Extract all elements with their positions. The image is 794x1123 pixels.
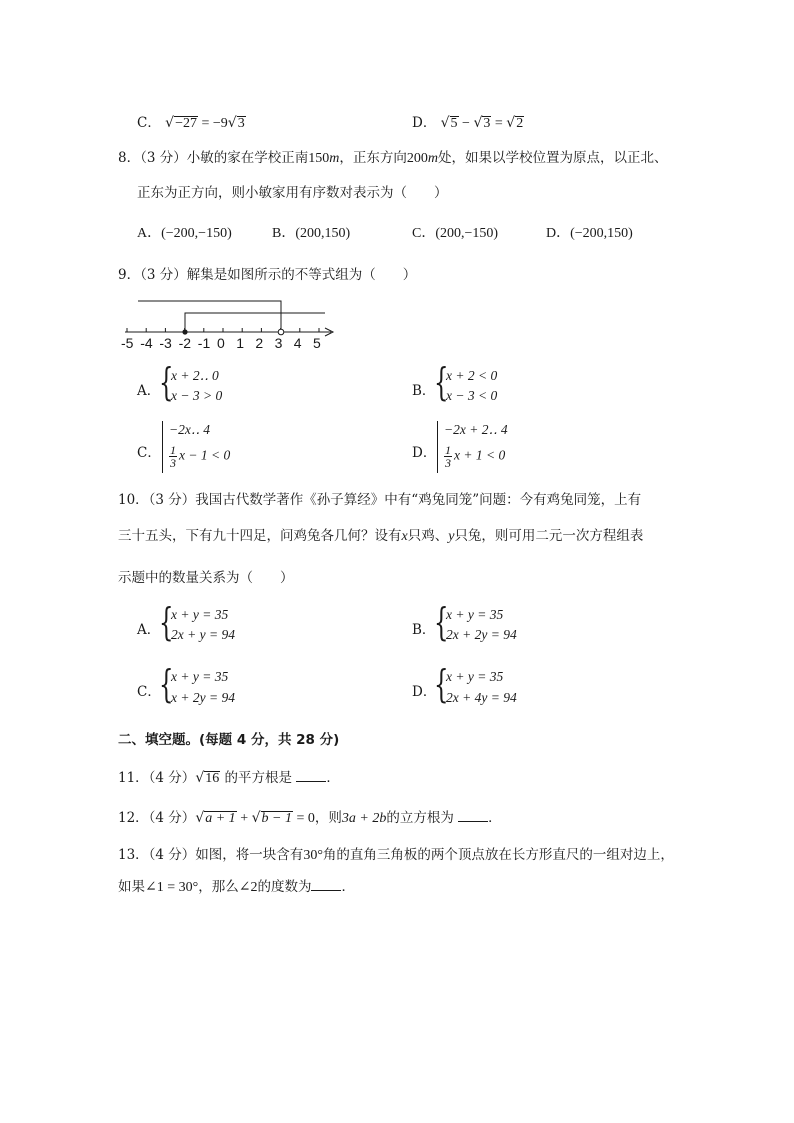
- tick-marks: [127, 328, 319, 332]
- radicand: −27: [175, 116, 197, 131]
- radicand: 16: [205, 771, 220, 786]
- radicand: 3: [483, 116, 491, 131]
- q8-stem-line2: 正东为正方向，则小敏家用有序数对表示为（ ）: [137, 185, 448, 201]
- q13-line1: [118, 843, 674, 864]
- q8-option-a: [137, 222, 232, 242]
- operator: +: [236, 811, 252, 826]
- number: 150: [308, 151, 330, 166]
- option-value: (−200,−150): [161, 226, 232, 241]
- q12: 12．（4 分）√a + 1 + √b − 1 = 0，则3a + 2b的立方根为 ．: [118, 810, 502, 826]
- option-value: (−200,150): [570, 226, 633, 241]
- q9-b-line2: x − 3 < 0: [446, 388, 498, 403]
- text: 处，如果以学校位置为原点，以正北、: [437, 150, 668, 166]
- angle: 30°: [303, 848, 323, 863]
- numerator: 1: [170, 443, 176, 457]
- denominator: 3: [170, 456, 176, 470]
- answer-blank[interactable]: [311, 878, 341, 891]
- q10-option-c-label: C．: [137, 684, 161, 700]
- q10-b-line2: 2x + 2y = 94: [446, 627, 517, 642]
- q9-option-b-label: B．: [412, 383, 436, 399]
- operator: −: [458, 116, 474, 131]
- variable: x: [401, 529, 408, 544]
- q10-stem-line2: [118, 524, 643, 545]
- option-value: (200,150): [295, 226, 351, 241]
- text: ，那么: [198, 879, 239, 895]
- q9-a-line1: x + 2‥ 0: [171, 368, 219, 383]
- q10-option-d-label: D．: [412, 684, 437, 700]
- brace-icon: [162, 421, 164, 473]
- text: 13．（4 分）如图，将一块含有: [118, 847, 304, 863]
- tick-label: 4: [293, 335, 302, 351]
- unit: m: [329, 151, 340, 166]
- fraction: [444, 444, 452, 469]
- bracket-x-less-3: [138, 301, 281, 332]
- q8-option-b: [272, 222, 350, 242]
- q10-c-line2: x + 2y = 94: [171, 690, 235, 705]
- section-title: 二、填空题。(每题 4 分，共 28 分): [118, 732, 340, 748]
- option-label: C．: [412, 226, 436, 241]
- q7-c-expression: √−27 = −9√3: [165, 115, 245, 131]
- text: ，则: [314, 810, 342, 826]
- text: 12．（4 分）: [118, 810, 196, 826]
- q9-b-line1: x + 2 < 0: [446, 368, 498, 383]
- rhs: = −9: [197, 116, 228, 131]
- bracket-x-ge-minus2: [185, 313, 325, 332]
- option-label: D．: [546, 226, 571, 241]
- q7-d-expression: √5 − √3 = √2: [440, 115, 524, 131]
- tick-label: -3: [159, 335, 172, 351]
- operator: =: [491, 116, 507, 131]
- numerator: 1: [445, 443, 451, 457]
- text: ．: [341, 879, 355, 895]
- tick-label: -5: [121, 335, 134, 351]
- q10-option-b-label: B．: [412, 622, 436, 638]
- q9-a-line2: x − 3 > 0: [171, 388, 223, 403]
- tick-label: 1: [236, 335, 244, 351]
- radicand: 5: [450, 116, 458, 131]
- brace-icon: {: [434, 360, 449, 404]
- text: 三十五头，下有九十四足，问鸡兔各几何？设有: [118, 528, 402, 544]
- number: 200: [406, 151, 428, 166]
- q9-c-line1: −2x‥ 4: [169, 422, 210, 437]
- denominator: 3: [445, 456, 451, 470]
- radicand: 2: [516, 116, 524, 131]
- q10-a-line2: 2x + y = 94: [171, 627, 235, 642]
- open-point-3: [278, 329, 284, 335]
- q10-a-line1: x + y = 35: [171, 607, 229, 622]
- option-label: D．: [412, 115, 437, 131]
- q7-option-d: [412, 111, 524, 132]
- brace-icon: [437, 421, 439, 473]
- unit: m: [427, 151, 438, 166]
- brace-icon: {: [159, 360, 174, 404]
- text: 的平方根是: [224, 770, 293, 786]
- fraction: [169, 444, 177, 469]
- radicand: a + 1: [205, 811, 236, 826]
- tick-label: -1: [197, 335, 211, 351]
- option-label: C．: [137, 115, 161, 131]
- q9-d-line1: −2x + 2‥ 4: [444, 422, 508, 437]
- operator: = 0: [292, 811, 315, 826]
- text: ，正东方向: [339, 150, 407, 166]
- brace-icon: {: [159, 600, 174, 644]
- text: 8．（3 分）小敏的家在学校正南: [118, 150, 309, 166]
- q9-c-line2: [169, 444, 230, 469]
- q10-stem-line3: 示题中的数量关系为（ ）: [118, 570, 294, 586]
- tick-label: -2: [178, 335, 192, 351]
- q10-b-line1: x + y = 35: [446, 607, 504, 622]
- q7-option-c: [137, 111, 246, 132]
- text: 角的直角三角板的两个顶点放在长方形直尺的一组对边上，: [322, 847, 674, 863]
- q10-c-line1: x + y = 35: [171, 669, 229, 684]
- target-angle: ∠2: [238, 880, 258, 895]
- tick-label: 2: [255, 335, 264, 351]
- q8-option-d: [546, 222, 633, 242]
- tick-label: -4: [140, 335, 153, 351]
- text: 如果: [118, 879, 145, 895]
- brace-icon: {: [434, 600, 449, 644]
- option-label: B．: [272, 226, 296, 241]
- text: 只鸡、: [407, 528, 449, 544]
- brace-icon: {: [434, 662, 449, 706]
- text: 的度数为: [257, 879, 312, 895]
- radicand: b − 1: [261, 811, 292, 826]
- tick-label: 5: [313, 335, 321, 351]
- q10-d-line2: 2x + 4y = 94: [446, 690, 517, 705]
- q9-option-d-label: D．: [412, 445, 437, 461]
- variable: y: [448, 529, 455, 544]
- q10-option-a-label: A．: [137, 622, 161, 638]
- q11: 11．（4 分）√16 的平方根是 ．: [118, 770, 340, 786]
- q8-option-c: [412, 222, 498, 242]
- solid-point-minus2: [182, 329, 187, 334]
- text: ．: [326, 770, 340, 786]
- expression: x + 1 < 0: [454, 447, 506, 463]
- text: 只兔，则可用二元一次方程组表: [454, 528, 644, 544]
- expression: x − 1 < 0: [179, 447, 231, 463]
- option-value: (200,−150): [435, 226, 499, 241]
- condition: ∠1 = 30°: [145, 880, 199, 895]
- q10-d-line1: x + y = 35: [446, 669, 504, 684]
- text: 11．（4 分）: [118, 770, 196, 786]
- q9-option-c-label: C．: [137, 445, 161, 461]
- q9-stem: 9．（3 分）解集是如图所示的不等式组为（ ）: [118, 267, 417, 283]
- answer-blank[interactable]: [458, 809, 488, 822]
- text: 的立方根为: [386, 810, 454, 826]
- q9-option-a-label: A．: [137, 383, 161, 399]
- q9-d-line2: [444, 444, 505, 469]
- radicand: 3: [237, 116, 245, 131]
- text: ．: [488, 810, 502, 826]
- brace-icon: {: [159, 662, 174, 706]
- q10-stem-line1: 10．（3 分）我国古代数学著作《孙子算经》中有“鸡兔同笼”问题：今有鸡兔同笼，上有: [118, 492, 642, 508]
- q8-stem-line1: [118, 146, 667, 167]
- expression: 3a + 2b: [341, 811, 387, 826]
- tick-label: 3: [274, 335, 283, 351]
- option-label: A．: [137, 226, 162, 241]
- tick-label: 0: [217, 335, 225, 351]
- q13-line2: [118, 875, 355, 896]
- answer-blank[interactable]: [296, 769, 326, 782]
